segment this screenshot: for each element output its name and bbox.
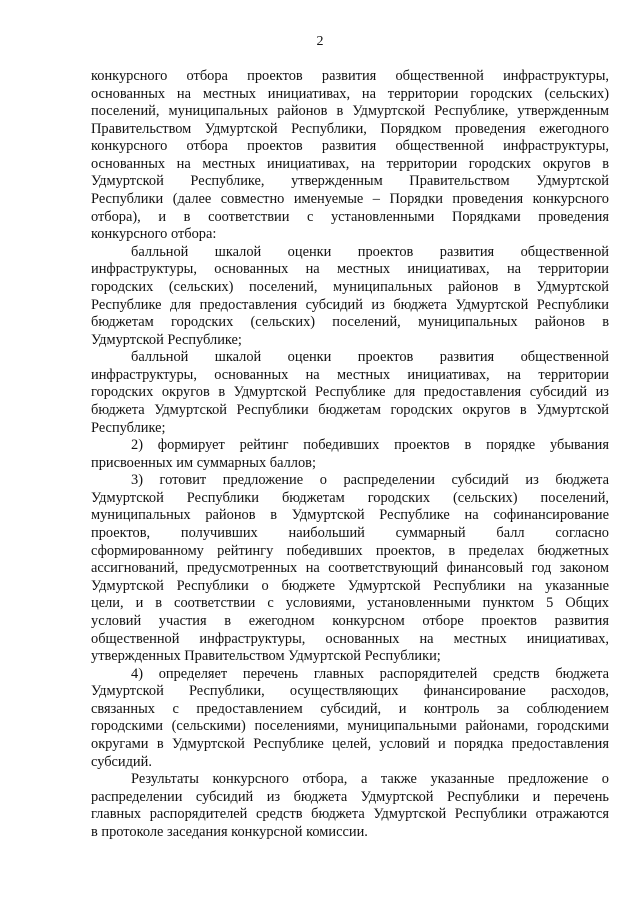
text-line: конкурсного отбора проектов развития общественной инфраструктуры, bbox=[91, 68, 609, 84]
text-line: проектов, получивших наибольший суммарный балл согласно bbox=[91, 525, 609, 542]
text-line: сформированному рейтингу победивших проектов, в пределах бюджетных bbox=[91, 542, 609, 559]
text-line: Удмуртской Республике, утвержденным Правительством Удмуртской bbox=[91, 173, 609, 190]
text-line: поселений, муниципальных районов в Удмуртской Республике, утвержденным bbox=[91, 103, 609, 120]
text-line: Удмуртской Республики, осуществляющих финансирование расходов, bbox=[91, 683, 609, 700]
text-line: конкурсного отбора: bbox=[91, 226, 217, 243]
text-line: инфраструктуры, основанных на местных инициативах, на территории bbox=[91, 261, 609, 278]
text-line: балльной шкалой оценки проектов развития общественной bbox=[131, 243, 609, 260]
text-line: округами в Удмуртской Республике целей, условий и порядка предоставления bbox=[91, 735, 609, 752]
text-line: конкурсного отбора проектов развития общественной инфраструктуры, bbox=[91, 138, 609, 155]
text-line: цели, и в соответствии с условиями, установленными пунктом 5 Общих bbox=[91, 595, 609, 612]
text-line: основанных на местных инициативах, на территории городских округов в bbox=[91, 155, 609, 172]
text-line: отбора), и в соответствии с установленными Порядками проведения bbox=[91, 208, 609, 225]
text-line: бюджета Удмуртской Республики бюджетам городских округов в Удмуртской bbox=[91, 401, 609, 418]
text-line: балльной шкалой оценки проектов развития общественной bbox=[131, 349, 609, 366]
text-line: муниципальных районов в Удмуртской Республике на софинансирование bbox=[91, 507, 609, 524]
text-line: Республике для предоставления субсидий из бюджета Удмуртской Республики bbox=[91, 296, 609, 313]
text-line: 2) формирует рейтинг победивших проектов в порядке убывания bbox=[131, 437, 609, 454]
text-line: Удмуртской Республики бюджетам городских (сельских) поселений, bbox=[91, 489, 609, 506]
text-line: городскими (сельскими) поселениями, муниципальными районами, городскими bbox=[91, 718, 609, 735]
text-line: распределении субсидий из бюджета Удмуртской Республики и перечень bbox=[91, 788, 609, 805]
text-line: Результаты конкурсного отбора, а также указанные предложение о bbox=[131, 771, 609, 788]
text-line: условий участия в ежегодном конкурсном отборе проектов развития bbox=[91, 612, 609, 629]
text-line: инфраструктуры, основанных на местных инициативах, на территории bbox=[91, 366, 609, 383]
text-line: Правительством Удмуртской Республики, Порядком проведения ежегодного bbox=[91, 120, 609, 137]
text-line: Удмуртской Республике; bbox=[91, 331, 242, 348]
text-line: Удмуртской Республики о бюджете Удмуртской Республики на указанные bbox=[91, 577, 609, 594]
text-line: 4) определяет перечень главных распорядителей средств бюджета bbox=[131, 665, 609, 682]
text-line: присвоенных им суммарных баллов; bbox=[91, 454, 316, 471]
text-line: утвержденных Правительством Удмуртской Республики; bbox=[91, 648, 441, 665]
text-line: главных распорядителей средств бюджета Удмуртской Республики отражаются bbox=[91, 806, 609, 823]
text-line: Республики (далее совместно именуемые – Порядки проведения конкурсного bbox=[91, 191, 609, 208]
document-body bbox=[91, 68, 609, 841]
page-number: 2 bbox=[316, 34, 324, 49]
text-line: городских (сельских) поселений, муниципальных районов в Удмуртской bbox=[91, 278, 609, 295]
text-line: субсидий. bbox=[91, 753, 152, 770]
text-line: Республике; bbox=[91, 419, 166, 436]
text-line: бюджетам городских (сельских) поселений, муниципальных районов в bbox=[91, 314, 609, 331]
text-line: 3) готовит предложение о распределении субсидий из бюджета bbox=[131, 472, 609, 489]
text-line: связанных с предоставлением субсидий, и контроль за соблюдением bbox=[91, 700, 609, 717]
text-line: городских округов в Удмуртской Республике для предоставления субсидий из bbox=[91, 384, 609, 401]
text-line: в протоколе заседания конкурсной комиссии. bbox=[91, 823, 368, 840]
text-line: основанных на местных инициативах, на территории городских (сельских) bbox=[91, 85, 609, 102]
text-line: общественной инфраструктуры, основанных на местных инициативах, bbox=[91, 630, 609, 647]
text-line: ассигнований, предусмотренных на соответствующий финансовый год законом bbox=[91, 560, 609, 577]
